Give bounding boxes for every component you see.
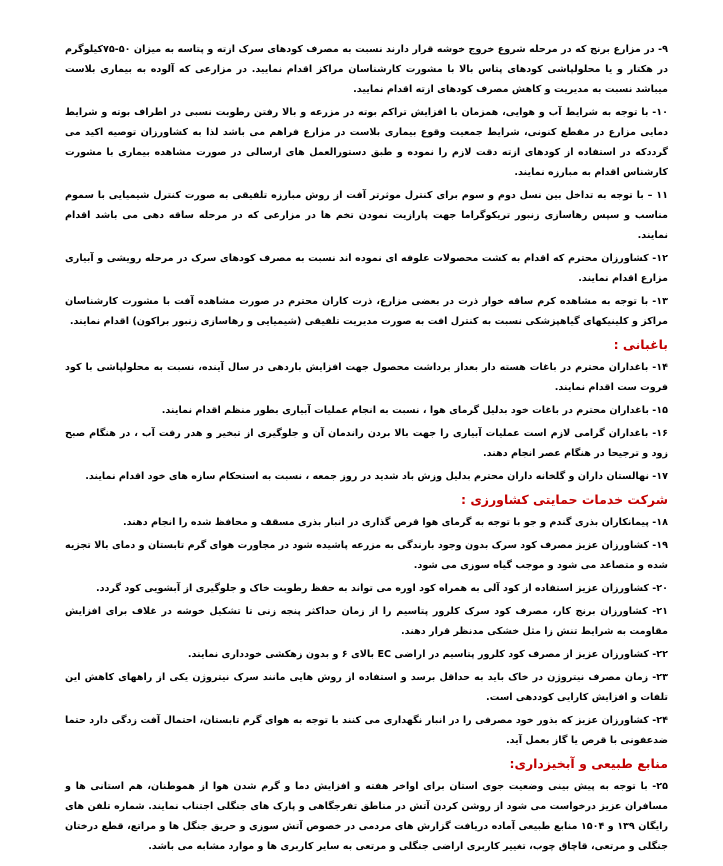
heading-company: شرکت خدمات حمایتی کشاورزی : <box>460 492 668 507</box>
item-21: ۲۱- کشاورزان برنج کار، مصرف کود سرک کلرور پتاسیم را از زمان حداکثر پنجه زنی تا تشکیل خوشه در غلاف برای افزایش مقاومت به شرایط تنش زا مثل خشکی مدنظر قرار دهند. <box>65 606 668 637</box>
item-17: ۱۷- نهالستان داران و گلخانه داران محترم بدلیل وزش باد شدید در روز جمعه ، نسبت به استحکام سازه های خود اقدام نمایند. <box>85 471 668 482</box>
item-22: ۲۲- کشاورزان عزیز از مصرف کود کلرور پتاسیم در اراضی EC بالای ۶ و بدون زهکشی خودداری نمایند. <box>187 649 668 660</box>
item-9: ۹- در مزارع برنج که در مرحله شروع خروج خوشه قرار دارند نسبت به مصرف کودهای سرک ازته و پتاسه به میزان ۵۰-۷۵کیلوگرم در هکتار و یا محلولپاشی کودهای پتاس بالا با مشورت کارشناسان مراکز اقدام نمایید. در مزارعی که آلوده به بیماری بلاست میباشد نسبت به مدیریت و کاهش مصرف کودهای ازته اقدام نمایید. <box>65 44 668 95</box>
item-12: ۱۲- کشاورزان محترم که اقدام به کشت محصولات علوفه ای نموده اند نسبت به مصرف کودهای سرک در مرحله رویشی و آبیاری مزارع اقدام نمایند. <box>65 253 668 284</box>
item-18: ۱۸- پیمانکاران بذری گندم و جو با توجه به گرمای هوا قرص گذاری در انبار بذری مسقف و محافظ شده را انجام دهند. <box>122 517 668 528</box>
item-11: ۱۱ – با توجه به تداخل بین نسل دوم و سوم برای کنترل موثرتر آفت از روش مبارزه تلفیقی به صورت کنترل شیمیایی با سموم مناسب و سپس رهاسازی زنبور تریکوگراما جهت پارازیت نمودن تخم ها در مزارعی که در مرحله ساقه دهی می باشد اقدام نمایند. <box>65 190 668 241</box>
heading-orchard: باغبانی : <box>613 337 668 352</box>
heading-natural-resources: منابع طبیعی و آبخیزداری: <box>509 756 668 771</box>
item-23: ۲۳- زمان مصرف نیتروژن در خاک باید به حداقل برسد و استفاده از روش هایی مانند سرک نیتروژن یکی از راههای کاهش این تلفات و افزایش کارایی کوددهی است. <box>65 672 668 703</box>
item-19: ۱۹- کشاورزان عزیز مصرف کود سرک بدون وجود بارندگی به مزرعه پاشیده شود در مجاورت هوای گرم تابستان و دمای بالا تجزیه شده و متصاعد می شود و موجب گیاه سوزی می شود. <box>65 540 668 571</box>
item-24: ۲۴- کشاورزان عزیز که بذور خود مصرفی را در انبار نگهداری می کنند با توجه به هوای گرم تابستان، احتمال آفت زدگی دارد حتما ضدعفونی با قرص یا گاز بعمل آید. <box>65 715 668 746</box>
item-15: ۱۵- باغداران محترم در باغات خود بدلیل گرمای هوا ، نسبت به انجام عملیات آبیاری بطور منظم اقدام نمایند. <box>161 405 668 416</box>
item-10: ۱۰- با توجه به شرایط آب و هوایی، همزمان با افزایش تراکم بوته در مزرعه و بالا رفتن رطوبت نسبی در اطراف بوته و شرایط دمایی مزارع در مقطع کنونی، شرایط جمعیت وقوع بیماری بلاست در مزارع فراهم می باشد لذا به کشاورزان توصیه اکید می گرددکه در استفاده از کودهای ازته دقت لازم را نموده و طبق دستورالعمل های ارسالی در صورت مشاهده بیماری با مشورت کارشناس اقدام به مبارزه نمایند. <box>65 107 668 178</box>
item-20: ۲۰- کشاورزان عزیز استفاده از کود آلی به همراه کود اوره می تواند به حفظ رطوبت خاک و جلوگیری از آبشویی کود گردد. <box>95 583 668 594</box>
item-14: ۱۴- باغداران محترم در باغات هسته دار بعداز برداشت محصول جهت افزایش باردهی در سال آینده، نسبت به محلولپاشی با کود فروت ست اقدام نمایند. <box>65 362 668 393</box>
item-13: ۱۳- با توجه به مشاهده کرم ساقه خوار ذرت در بعضی مزارع، ذرت کاران محترم در صورت مشاهده آفت با مشورت کارشناسان مراکز و کلینیکهای گیاهپزشکی نسبت به کنترل افت به صورت مدیریت تلفیقی (شیمیایی و رهاسازی زنبور براکون) اقدام نمایند. <box>65 296 668 327</box>
item-25: ۲۵- با توجه به پیش بینی وضعیت جوی استان برای اواخر هفته و افزایش دما و گرم شدن هوا از هموطنان، هم استانی ها و مسافران عزیز درخواست می شود از روشن کردن آتش در مناطق تفرجگاهی و پارک های جنگلی اجتناب نمایند. شماره تلفن های رایگان ۱۳۹ و ۱۵۰۴ منابع طبیعی آماده دریافت گزارش های مردمی در خصوص آتش سوزی و حریق جنگل ها و مراتع، قطع درختان جنگلی و مرتعی، قاچاق چوب، تغییر کاربری اراضی جنگلی و مرتعی به سایر کاربری ها و موارد مشابه می باشد. <box>65 781 668 852</box>
item-16: ۱۶- باغداران گرامی لازم است عملیات آبیاری را جهت بالا بردن راندمان آن و جلوگیری از تبخیر و هدر رفت آب ، در هنگام صبح زود و ترجیحا در هنگام عصر انجام دهند. <box>65 428 668 459</box>
